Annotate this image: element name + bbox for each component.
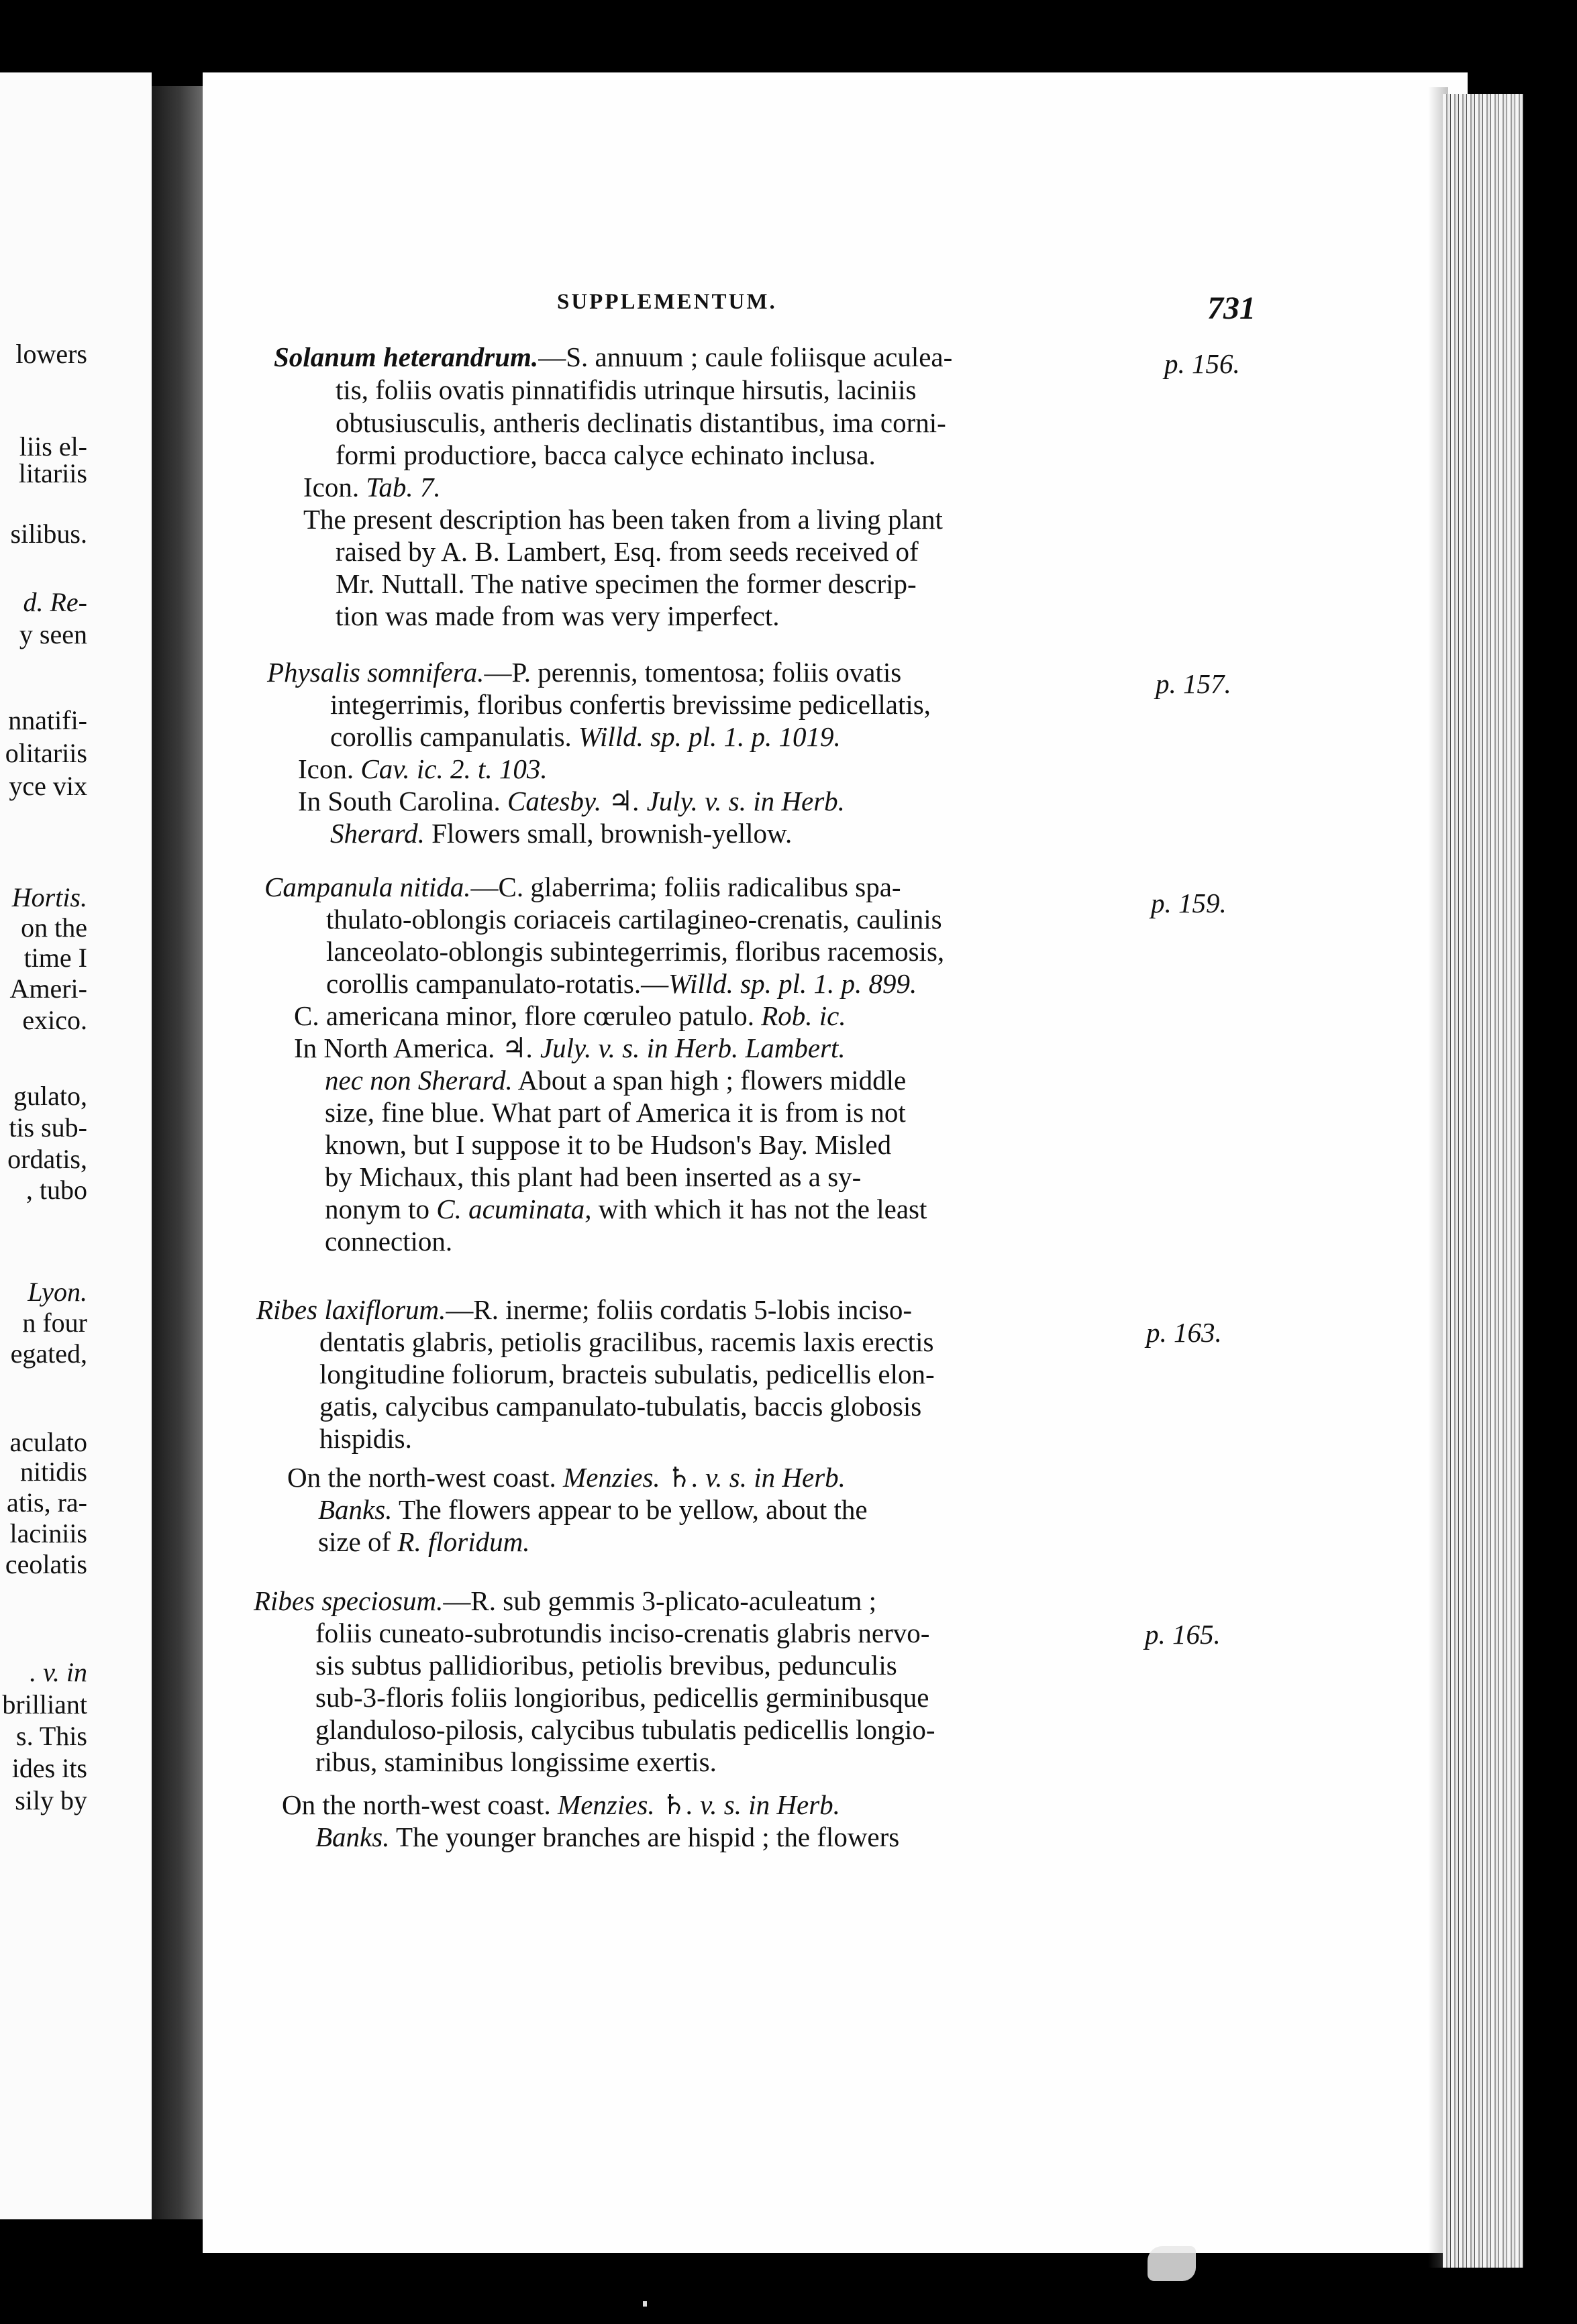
page-reference: p. 157. — [1156, 668, 1231, 699]
species-name: Ribes speciosum. — [254, 1585, 444, 1616]
facing-text: nitidis — [19, 1457, 87, 1487]
entry-line — [294, 1033, 846, 1063]
entry-line: by Michaux, this plant had been inserted as a sy- — [325, 1161, 862, 1192]
collector: Catesby. ♃. July. v. s. in Herb. — [507, 786, 845, 816]
description-text: corollis campanulato-rotatis.— — [326, 968, 669, 999]
entry-line — [325, 1194, 927, 1224]
description-text: —C. glaberrima; foliis radicalibus spa- — [470, 872, 901, 902]
entry-line — [303, 472, 441, 502]
facing-text: egated, — [10, 1338, 87, 1369]
description-text: —P. perennis, tomentosa; foliis ovatis — [484, 657, 902, 688]
herbarium: Banks. — [315, 1821, 390, 1852]
facing-text: nnatifi- — [8, 705, 87, 735]
facing-text: liis el- — [19, 431, 87, 462]
description-text: Flowers small, brownish-yellow. — [424, 818, 793, 849]
facing-text: tis sub- — [9, 1112, 87, 1143]
running-head: SUPPLEMENTUM. — [557, 290, 777, 314]
entry-line: lanceolato-oblongis subintegerrimis, floribus racemosis, — [326, 936, 945, 967]
facing-text: n four — [22, 1308, 87, 1338]
entry-line — [294, 1001, 846, 1031]
entry-line: dentatis glabris, petiolis gracilibus, racemis laxis erectis — [319, 1326, 934, 1357]
icon-citation: Tab. 7. — [366, 472, 441, 503]
synonym: C. americana minor, flore cœruleo patulo. — [294, 1000, 762, 1031]
entry-line: hispidis. — [319, 1423, 412, 1454]
species-name: Campanula nitida. — [264, 872, 471, 902]
entry-line — [267, 657, 901, 687]
entry-line: foliis cuneato-subrotundis inciso-crenatis glabris nervo- — [315, 1618, 930, 1648]
entry-line: sis subtus pallidioribus, petiolis brevibus, pedunculis — [315, 1650, 897, 1681]
entry-line — [330, 722, 841, 751]
page-reference: p. 159. — [1151, 888, 1227, 918]
facing-text: silibus. — [10, 519, 87, 549]
entry-line — [256, 1295, 912, 1324]
entry-line: The present description has been taken from a living plant — [303, 504, 943, 535]
page-number: 731 — [1207, 290, 1256, 326]
entry-line — [325, 1065, 906, 1095]
facing-text: Lyon. — [28, 1277, 87, 1307]
entry-line — [326, 969, 917, 998]
description-text: —R. sub gemmis 3-plicato-aculeatum ; — [443, 1585, 877, 1616]
entry-line: integerrimis, floribus confertis brevissime pedicellatis, — [330, 689, 931, 720]
facing-text: gulato, — [13, 1081, 87, 1111]
facing-text: , tubo — [26, 1175, 87, 1205]
facing-text: litariis — [18, 458, 87, 488]
facing-text: ides its — [11, 1753, 87, 1783]
entry-line — [318, 1495, 868, 1524]
facing-text: y seen — [19, 619, 87, 649]
description-text: The younger branches are hispid ; the flowers — [389, 1821, 900, 1852]
entry-line — [298, 754, 548, 784]
description-text: —S. annuum ; caule foliisque aculea- — [538, 341, 953, 372]
locality: On the north-west coast. — [287, 1462, 564, 1493]
icon-citation: Cav. ic. 2. t. 103. — [360, 753, 548, 784]
herbarium: Sherard. — [330, 818, 425, 849]
description-text: nonym to — [325, 1194, 437, 1224]
entry-line: gatis, calycibus campanulato-tubulatis, baccis globosis — [319, 1391, 922, 1422]
species-reference: C. acuminata, — [436, 1194, 592, 1224]
facing-text: atis, ra- — [7, 1487, 87, 1518]
description-text: with which it has not the least — [591, 1194, 927, 1224]
facing-text: Ameri- — [9, 973, 87, 1004]
facing-text: s. This — [16, 1721, 87, 1751]
entry-line — [264, 872, 901, 902]
facing-text: exico. — [22, 1005, 87, 1035]
collector: Menzies. ♄. v. s. in Herb. — [563, 1462, 846, 1493]
icon-label: Icon. — [298, 753, 361, 784]
facing-text: ceolatis — [5, 1549, 87, 1579]
species-name: Solanum heterandrum. — [274, 341, 539, 372]
facing-text: . v. in — [30, 1657, 87, 1687]
citation: Willd. sp. pl. 1. p. 1019. — [578, 721, 841, 752]
facing-text: ordatis, — [7, 1144, 87, 1174]
entry-line — [315, 1822, 899, 1852]
entry-line: tion was made from was very imperfect. — [336, 600, 780, 631]
dust-speck — [643, 2301, 647, 2307]
entry-line: sub-3-floris foliis longioribus, pedicellis germinibusque — [315, 1682, 929, 1713]
description-text: The flowers appear to be yellow, about the — [392, 1494, 868, 1525]
facing-text: d. Re- — [23, 587, 87, 617]
collector: Menzies. ♄. v. s. in Herb. — [558, 1789, 840, 1820]
entry-line: known, but I suppose it to be Hudson's Bay. Misled — [325, 1129, 892, 1160]
icon-label: Icon. — [303, 472, 366, 503]
entry-line: size, fine blue. What part of America it is from is not — [325, 1097, 906, 1128]
description-text: corollis campanulatis. — [330, 721, 579, 752]
herbarium: ♃. July. v. s. in Herb. Lambert. — [501, 1033, 846, 1063]
entry-line: glanduloso-pilosis, calycibus tubulatis pedicellis longio- — [315, 1714, 935, 1745]
entry-line — [298, 786, 845, 816]
description-text: size of — [318, 1526, 398, 1557]
citation: Willd. sp. pl. 1. p. 899. — [668, 968, 917, 999]
facing-text: on the — [21, 912, 87, 943]
page-reference: p. 165. — [1145, 1619, 1221, 1650]
facing-text: brilliant — [2, 1689, 87, 1720]
entry-line: connection. — [325, 1226, 453, 1257]
entry-line: ribus, staminibus longissime exertis. — [315, 1746, 717, 1777]
page-edges — [1443, 94, 1523, 2268]
herbarium: nec non Sherard. — [325, 1065, 513, 1096]
species-name: Ribes laxiflorum. — [256, 1294, 446, 1325]
facing-text: yce vix — [9, 771, 87, 801]
entry-line: longitudine foliorum, bracteis subulatis, pedicellis elon- — [319, 1359, 935, 1389]
library-stamp-mark — [1148, 2246, 1196, 2281]
entry-line — [287, 1463, 846, 1492]
entry-line — [282, 1790, 840, 1819]
entry-line — [318, 1527, 529, 1556]
facing-text: time I — [23, 943, 87, 973]
page-reference: p. 156. — [1164, 348, 1240, 379]
facing-text: lowers — [15, 339, 87, 369]
entry-line: obtusiusculis, antheris declinatis distantibus, ima corni- — [336, 407, 946, 438]
description-text: —R. inerme; foliis cordatis 5-lobis inciso- — [446, 1294, 913, 1325]
facing-text: Hortis. — [11, 882, 87, 912]
facing-page-fragment — [0, 72, 152, 2219]
entry-line: Mr. Nuttall. The native specimen the former descrip- — [336, 568, 917, 599]
facing-text: laciniis — [9, 1518, 87, 1548]
herbarium: Banks. — [318, 1494, 393, 1525]
citation: Rob. ic. — [761, 1000, 846, 1031]
entry-line — [274, 342, 952, 372]
species-reference: R. floridum. — [397, 1526, 530, 1557]
locality: In North America. — [294, 1033, 502, 1063]
entry-line: thulato-oblongis coriaceis cartilagineo-crenatis, caulinis — [326, 904, 942, 935]
entry-line — [254, 1586, 876, 1616]
entry-line — [330, 818, 792, 848]
facing-text: sily by — [15, 1785, 87, 1815]
entry-line: tis, foliis ovatis pinnatifidis utrinque hirsutis, laciniis — [336, 374, 917, 405]
entry-line: formi productiore, bacca calyce echinato inclusa. — [336, 439, 876, 470]
entry-line: raised by A. B. Lambert, Esq. from seeds received of — [336, 536, 919, 567]
species-name: Physalis somnifera. — [267, 657, 485, 688]
description-text: About a span high ; flowers middle — [512, 1065, 907, 1096]
book-gutter-shadow — [152, 86, 203, 2219]
locality: On the north-west coast. — [282, 1789, 558, 1820]
facing-text: aculato — [9, 1427, 87, 1457]
page-reference: p. 163. — [1146, 1317, 1222, 1348]
facing-text: olitariis — [5, 738, 87, 768]
locality: In South Carolina. — [298, 786, 508, 816]
